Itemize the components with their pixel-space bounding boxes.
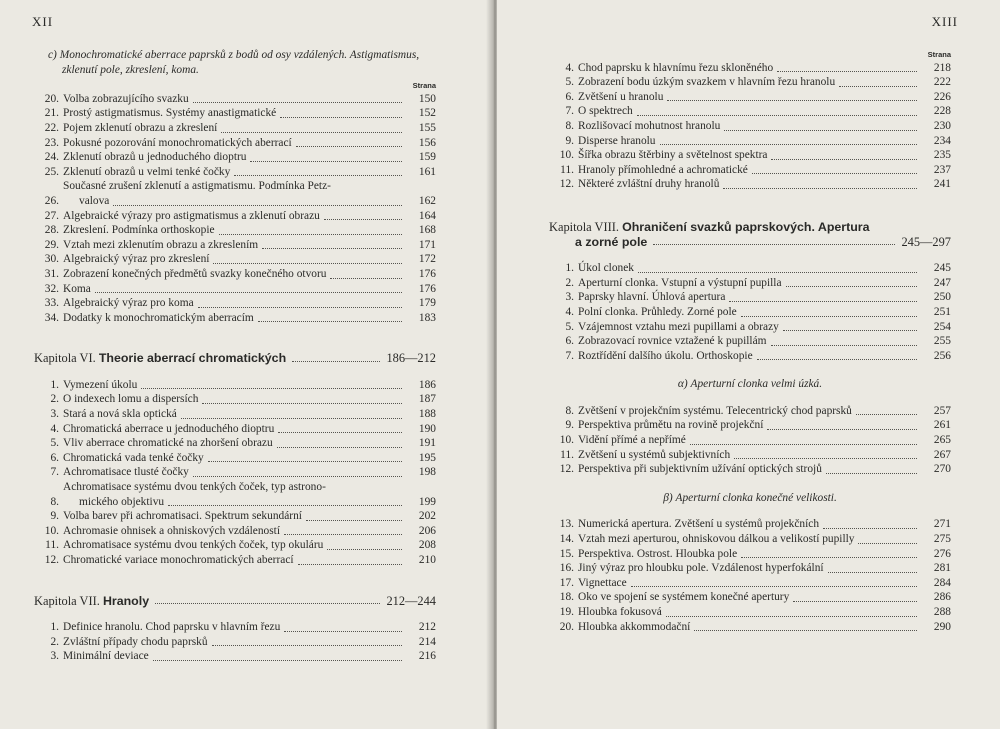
entry-page: 222 (933, 76, 951, 89)
entry-title: Aperturní clonka. Vstupní a výstupní pupilla (578, 276, 782, 289)
entry-page: 183 (418, 311, 436, 324)
entry-page: 159 (418, 151, 436, 164)
toc-entry (34, 553, 436, 568)
toc-entry (34, 378, 436, 393)
toc-entry (34, 252, 436, 267)
entry-number: 3. (565, 291, 574, 304)
entry-title-cont: valova (79, 194, 110, 207)
toc-entry (549, 517, 951, 532)
entry-number: 6. (50, 451, 59, 464)
section-heading-beta: β) Aperturní clonka konečné velikosti. (663, 491, 837, 504)
entry-title: Paprsky hlavní. Úhlová apertura (578, 291, 726, 304)
entry-page: 206 (418, 524, 436, 537)
entry-number: 8. (565, 119, 574, 132)
entry-number: 11. (45, 539, 59, 552)
entry-page: 195 (418, 451, 436, 464)
toc-entry (549, 305, 951, 320)
entry-title: Achromatisace tlusté čočky (63, 466, 189, 479)
toc-list (34, 92, 436, 326)
toc-entry (549, 349, 951, 364)
entry-title: Zobrazení bodu úzkým svazkem v hlavním řezu hranolu (578, 76, 836, 89)
toc-entry (34, 451, 436, 466)
entry-title: Achromatisace systému dvou tenkých čoček, typ astrono- (63, 481, 326, 494)
entry-number: 8. (50, 495, 59, 508)
toc-entry (549, 163, 951, 178)
entry-page: 230 (933, 119, 951, 132)
entry-number: 15. (559, 547, 574, 560)
toc-entry (549, 61, 951, 76)
toc-entry (34, 92, 436, 107)
toc-entry (34, 392, 436, 407)
entry-page: 290 (933, 620, 951, 633)
entry-page: 247 (933, 276, 951, 289)
entry-title: Definice hranolu. Chod paprsku v hlavním řezu (63, 621, 281, 634)
entry-title: Achromasie ohnisek a ohniskových vzdáleností (63, 524, 281, 537)
entry-number: 4. (50, 422, 59, 435)
toc-entry (549, 418, 951, 433)
entry-number: 20. (44, 92, 59, 105)
entry-number: 23. (44, 136, 59, 149)
toc-entry (549, 276, 951, 291)
entry-title: Vignettace (578, 576, 627, 589)
entry-number: 27. (44, 209, 59, 222)
entry-number: 28. (44, 224, 59, 237)
entry-title: Vzájemnost vztahu mezi pupillami a obrazy (578, 320, 779, 333)
toc-entry (549, 404, 951, 419)
toc-entry (549, 433, 951, 448)
entry-title: Hloubka akkommodační (578, 620, 691, 633)
entry-number: 14. (559, 533, 574, 546)
toc-list (34, 378, 436, 568)
chapter-heading-7: Kapitola VII. Hranoly 212—244 (34, 593, 436, 608)
entry-title: Zkreslení. Podmínka orthoskopie (63, 224, 215, 237)
section-heading-alpha: α) Aperturní clonka velmi úzká. (677, 378, 823, 391)
entry-page: 284 (933, 576, 951, 589)
entry-page: 179 (418, 297, 436, 310)
entry-title: Achromatisace systému dvou tenkých čoček, typ okuláru (63, 539, 324, 552)
entry-page: 210 (418, 554, 436, 566)
entry-title: Pokusné pozorování monochromatických aberrací (63, 136, 292, 149)
entry-number: 2. (50, 393, 59, 406)
entry-title: Vymezení úkolu (63, 378, 138, 391)
toc-entry (549, 104, 951, 119)
entry-number: 9. (565, 419, 574, 432)
right-page (497, 0, 1000, 729)
toc-entry (549, 620, 951, 635)
entry-number: 20. (559, 620, 574, 633)
entry-page: 226 (933, 90, 951, 103)
entry-page: 186 (418, 378, 436, 391)
entry-page: 187 (418, 393, 436, 406)
entry-page: 176 (418, 267, 436, 280)
entry-title: Perspektiva průmětu na rovině projekční (578, 419, 764, 432)
entry-page: 254 (933, 320, 951, 333)
toc-entry (549, 320, 951, 335)
entry-number: 5. (50, 437, 59, 450)
toc-entry (34, 465, 436, 480)
entry-page: 199 (418, 495, 436, 508)
left-toc (34, 44, 436, 664)
entry-number: 17. (559, 576, 574, 589)
entry-page: 198 (418, 466, 436, 479)
entry-page: 150 (418, 92, 436, 105)
entry-title: Disperse hranolu (578, 134, 656, 147)
toc-entry (549, 119, 951, 134)
toc-entry (34, 422, 436, 437)
toc-entry (549, 148, 951, 163)
toc-entry (34, 150, 436, 165)
toc-entry (34, 165, 436, 180)
entry-page: 152 (418, 107, 436, 120)
entry-number: 24. (44, 151, 59, 164)
entry-number: 10. (559, 149, 574, 162)
toc-entry (549, 177, 951, 192)
toc-list (34, 620, 436, 664)
toc-entry (34, 179, 436, 208)
entry-number: 7. (565, 349, 574, 362)
entry-page: 212 (418, 621, 436, 634)
entry-number: 1. (50, 378, 59, 391)
toc-list (549, 517, 951, 634)
entry-page: 188 (418, 408, 436, 421)
entry-number: 26. (44, 194, 59, 207)
entry-title: Vztah mezi zklenutím obrazu a zkreslením (63, 238, 259, 251)
entry-title: Dodatky k monochromatickým aberracím (63, 311, 254, 324)
entry-title: Některé zvláštní druhy hranolů (578, 178, 720, 191)
entry-title: Zvláštní případy chodu paprsků (63, 635, 208, 648)
toc-entry (549, 547, 951, 562)
entry-page: 155 (418, 121, 436, 134)
entry-number: 18. (559, 591, 574, 604)
toc-entry (34, 509, 436, 524)
entry-page: 245 (933, 262, 951, 275)
entry-title: Prostý astigmatismus. Systémy anastigmatické (63, 107, 277, 120)
toc-list (549, 61, 951, 192)
entry-title: Úkol clonek (578, 262, 634, 275)
page-number-right: XIII (931, 14, 958, 29)
entry-number: 31. (44, 267, 59, 280)
entry-page: 218 (933, 61, 951, 74)
entry-title: Současné zrušení zklenutí a astigmatismu. Podmínka Petz- (63, 180, 331, 193)
entry-page: 271 (933, 518, 951, 531)
entry-page: 241 (933, 178, 951, 191)
entry-title: Hloubka fokusová (578, 606, 662, 618)
entry-number: 19. (559, 606, 574, 618)
entry-title: Perspektiva při subjektivním užívání optických strojů (578, 463, 822, 476)
entry-title: Algebraický výraz pro zkreslení (63, 253, 210, 266)
entry-number: 2. (50, 635, 59, 648)
toc-entry (34, 267, 436, 282)
entry-number: 11. (560, 448, 574, 461)
entry-page: 270 (933, 463, 951, 476)
entry-title: Šířka obrazu štěrbiny a světelnost spektra (578, 149, 768, 162)
entry-page: 234 (933, 134, 951, 147)
toc-entry (34, 106, 436, 121)
toc-entry (549, 576, 951, 591)
entry-title: Minimální deviace (63, 650, 149, 663)
toc-list (549, 404, 951, 477)
entry-page: 161 (418, 165, 436, 178)
entry-page: 176 (418, 282, 436, 295)
strana-label: Strana (927, 50, 951, 59)
entry-title: Chromatické variace monochromatických aberrací (63, 554, 294, 566)
entry-title: Algebraické výrazy pro astigmatismus a zklenutí obrazu (63, 209, 320, 222)
entry-page: 214 (418, 635, 436, 648)
entry-title: Zklenutí obrazů u velmi tenké čočky (63, 165, 231, 178)
entry-number: 34. (44, 311, 59, 324)
entry-page: 156 (418, 136, 436, 149)
entry-page: 202 (418, 510, 436, 523)
entry-number: 10. (44, 524, 59, 537)
chapter-heading-6: Kapitola VI. Theorie aberrací chromatických 186—212 (34, 351, 436, 366)
entry-title: Zobrazení konečných předmětů svazky konečného otvoru (63, 267, 327, 280)
entry-number: 13. (559, 518, 574, 531)
entry-number: 9. (565, 134, 574, 147)
toc-entry (34, 538, 436, 553)
entry-page: 256 (933, 349, 951, 362)
entry-title: Zvětšení u hranolu (578, 90, 664, 103)
toc-entry (34, 136, 436, 151)
toc-entry (549, 605, 951, 620)
toc-entry (34, 620, 436, 635)
entry-title: Zklenutí obrazů u jednoduchého dioptru (63, 151, 247, 164)
entry-number: 22. (44, 121, 59, 134)
entry-page: 191 (418, 437, 436, 450)
entry-title: Algebraický výraz pro koma (63, 297, 194, 310)
entry-title: O spektrech (578, 105, 633, 118)
right-toc (549, 46, 951, 634)
toc-entry (34, 209, 436, 224)
entry-title-cont: mického objektivu (79, 495, 165, 508)
entry-page: 237 (933, 163, 951, 176)
entry-page: 208 (418, 539, 436, 552)
entry-number: 5. (565, 320, 574, 333)
entry-number: 12. (44, 554, 59, 566)
toc-entry (34, 635, 436, 650)
toc-entry (34, 282, 436, 297)
entry-page: 216 (418, 650, 436, 663)
entry-title: Koma (63, 282, 91, 295)
entry-title: Oko ve spojení se systémem konečné apertury (578, 591, 790, 604)
entry-number: 7. (565, 105, 574, 118)
entry-page: 275 (933, 533, 951, 546)
toc-entry (34, 407, 436, 422)
entry-title: O indexech lomu a dispersích (63, 393, 199, 406)
entry-title: Zobrazovací rovnice vztažené k pupillám (578, 335, 767, 348)
entry-title: Vliv aberrace chromatické na zhoršení obrazu (63, 437, 273, 450)
entry-page: 265 (933, 434, 951, 447)
entry-title: Roztřídění dalšího úkolu. Orthoskopie (578, 349, 753, 362)
entry-page: 261 (933, 419, 951, 432)
toc-entry (549, 462, 951, 477)
entry-number: 29. (44, 238, 59, 251)
entry-number: 33. (44, 297, 59, 310)
entry-title: Vztah mezi aperturou, ohniskovou dálkou a velikostí pupilly (578, 533, 855, 546)
toc-entry (34, 649, 436, 664)
entry-number: 7. (50, 466, 59, 479)
entry-page: 162 (418, 194, 436, 207)
entry-page: 251 (933, 305, 951, 318)
entry-title: Zvětšení v projekčním systému. Telecentrický chod paprsků (578, 404, 852, 417)
toc-entry (549, 134, 951, 149)
toc-entry (549, 448, 951, 463)
entry-number: 6. (565, 335, 574, 348)
entry-title: Hranoly přímohledné a achromatické (578, 163, 748, 176)
toc-list (549, 261, 951, 363)
entry-title: Volba barev při achromatisaci. Spektrum sekundární (63, 510, 302, 523)
entry-title: Pojem zklenutí obrazu a zkreslení (63, 121, 218, 134)
entry-number: 1. (50, 621, 59, 634)
entry-title: Volba zobrazujícího svazku (63, 92, 189, 105)
toc-entry (549, 532, 951, 547)
toc-entry (549, 561, 951, 576)
entry-number: 10. (559, 434, 574, 447)
entry-title: Polní clonka. Průhledy. Zorné pole (578, 305, 737, 318)
toc-entry (549, 290, 951, 305)
chapter-heading-8: Kapitola VIII. Ohraničení svazků paprskových. Apertura a zorné pole 245—297 (549, 219, 951, 249)
entry-number: 16. (559, 562, 574, 575)
entry-number: 11. (560, 163, 574, 176)
page-number-left: XII (32, 14, 54, 29)
toc-entry (34, 121, 436, 136)
toc-entry (34, 480, 436, 509)
entry-page: 190 (418, 422, 436, 435)
entry-title: Chod paprsku k hlavnímu řezu skloněného (578, 61, 774, 74)
entry-number: 8. (565, 404, 574, 417)
entry-page: 255 (933, 335, 951, 348)
entry-page: 168 (418, 224, 436, 237)
subsection-title-c: c) Monochromatické aberrace paprsků z bodů od osy vzdálených. Astigmatismus, zklenutí pole, zkreslení, koma. (48, 49, 420, 76)
entry-title: Zvětšení u systémů subjektivních (578, 448, 731, 461)
left-page (0, 0, 492, 729)
entry-number: 32. (44, 282, 59, 295)
entry-number: 1. (565, 262, 574, 275)
entry-number: 3. (50, 650, 59, 663)
entry-title: Perspektiva. Ostrost. Hloubka pole (578, 547, 738, 560)
entry-page: 171 (418, 238, 436, 251)
strana-label: Strana (412, 81, 436, 91)
entry-page: 235 (933, 149, 951, 162)
entry-page: 288 (933, 606, 951, 618)
entry-number: 3. (50, 408, 59, 421)
toc-entry (34, 238, 436, 253)
entry-title: Jiný výraz pro hloubku pole. Vzdálenost hyperfokální (578, 562, 824, 575)
toc-entry (34, 524, 436, 539)
toc-entry (34, 436, 436, 451)
entry-page: 228 (933, 105, 951, 118)
entry-number: 4. (565, 61, 574, 74)
entry-number: 12. (559, 463, 574, 476)
entry-title: Stará a nová skla optická (63, 408, 177, 421)
entry-number: 6. (565, 90, 574, 103)
toc-entry (34, 311, 436, 326)
entry-number: 2. (565, 276, 574, 289)
entry-page: 257 (933, 404, 951, 417)
entry-title: Chromatická vada tenké čočky (63, 451, 204, 464)
toc-entry (34, 223, 436, 238)
entry-number: 9. (50, 510, 59, 523)
entry-page: 164 (418, 209, 436, 222)
entry-page: 281 (933, 562, 951, 575)
toc-entry (549, 90, 951, 105)
entry-title: Vidění přímé a nepřímé (578, 434, 686, 447)
entry-page: 276 (933, 547, 951, 560)
toc-entry (34, 296, 436, 311)
toc-entry (549, 334, 951, 349)
toc-entry (549, 75, 951, 90)
entry-number: 30. (44, 253, 59, 266)
entry-number: 25. (44, 165, 59, 178)
entry-page: 172 (418, 253, 436, 266)
entry-page: 267 (933, 448, 951, 461)
entry-number: 21. (44, 107, 59, 120)
toc-entry (549, 590, 951, 605)
entry-title: Numerická apertura. Zvětšení u systémů projekčních (578, 518, 820, 531)
entry-number: 12. (559, 178, 574, 191)
entry-number: 4. (565, 305, 574, 318)
entry-title: Chromatická aberrace u jednoduchého dioptru (63, 422, 275, 435)
entry-page: 286 (933, 591, 951, 604)
entry-number: 5. (565, 76, 574, 89)
entry-title: Rozlišovací mohutnost hranolu (578, 119, 721, 132)
entry-page: 250 (933, 291, 951, 304)
toc-entry (549, 261, 951, 276)
